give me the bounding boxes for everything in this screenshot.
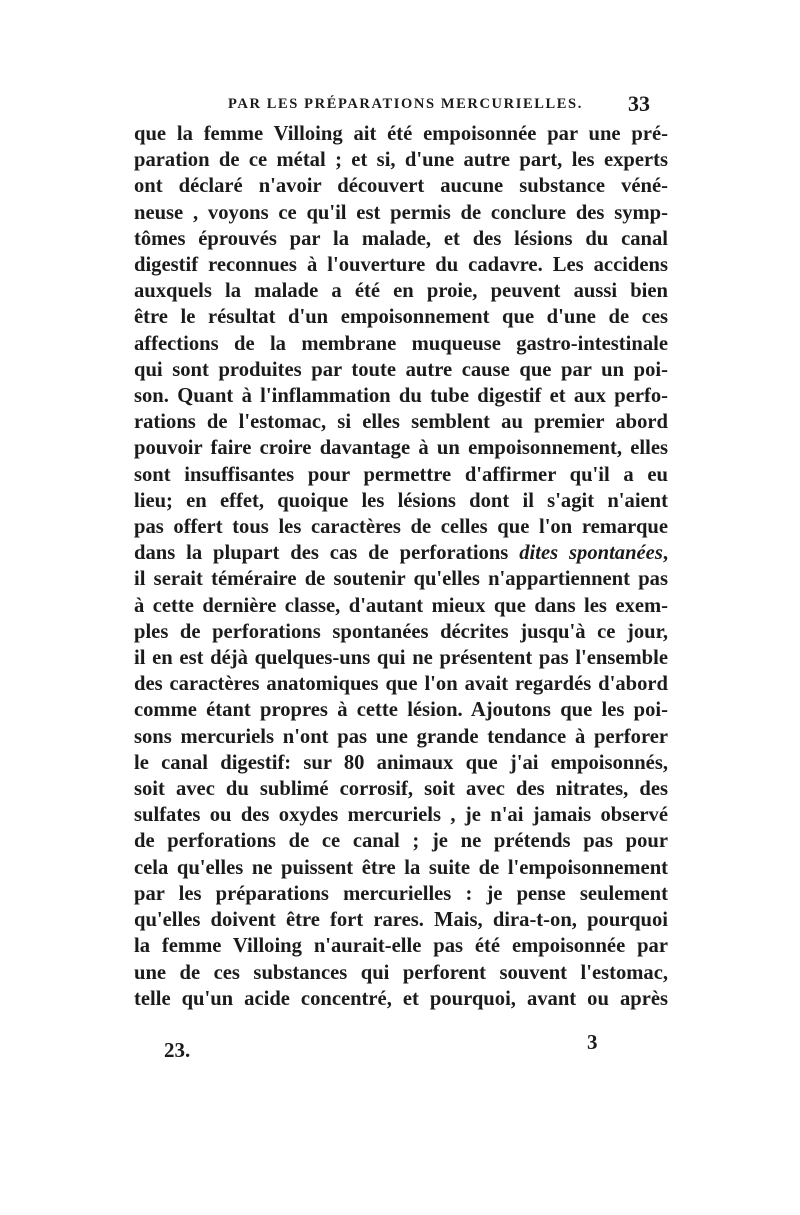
text-line-with-italic <box>134 540 668 566</box>
text-line: paration de ce métal ; et si, d'une autre part, les experts <box>134 149 668 172</box>
text-line: digestif reconnues à l'ouverture du cadavre. Les accidens <box>134 254 668 277</box>
text-line: rations de l'estomac, si elles semblent au premier abord <box>134 411 668 434</box>
text-line: il en est déjà quelques-uns qui ne présentent pas l'ensemble <box>134 647 668 670</box>
signature-mark: 23. <box>164 1038 191 1062</box>
gathering-number: 3 <box>587 1030 598 1054</box>
page-number: 33 <box>628 91 650 116</box>
text-line: des caractères anatomiques que l'on avait regardés d'abord <box>134 673 668 696</box>
text-line: que la femme Villoing ait été empoisonnée par une pré- <box>134 123 668 145</box>
text-line: auxquels la malade a été en proie, peuvent aussi bien <box>134 280 668 303</box>
text-line: de perforations de ce canal ; je ne prétends pas pour <box>134 830 668 853</box>
text-line: à cette dernière classe, d'autant mieux que dans les exem- <box>134 594 668 617</box>
text-line: qui sont produites par toute autre cause que par un poi- <box>134 358 668 381</box>
text-line: tômes éprouvés par la malade, et des lésions du canal <box>134 227 668 250</box>
italic-phrase: dites spontanées <box>519 542 663 565</box>
line-text: dans la plupart des cas de perforations <box>134 542 520 565</box>
text-line: une de ces substances qui perforent souvent l'estomac, <box>134 961 668 984</box>
running-title: PAR LES PRÉPARATIONS MERCURIELLES. <box>228 96 583 112</box>
text-line: sont insuffisantes pour permettre d'affirmer qu'il a eu <box>134 463 668 486</box>
text-line: comme étant propres à cette lésion. Ajoutons que les poi- <box>134 699 668 722</box>
text-line: le canal digestif: sur 80 animaux que j'ai empoisonnés, <box>134 751 668 774</box>
text-line: soit avec du sublimé corrosif, soit avec des nitrates, des <box>134 778 668 801</box>
italic-trailing-punct: , <box>662 542 668 565</box>
text-line: telle qu'un acide concentré, et pourquoi, avant ou après <box>134 987 668 1010</box>
text-line: lieu; en effet, quoique les lésions dont il s'agit n'aient <box>134 489 668 512</box>
text-line: pouvoir faire croire davantage à un empoisonnement, elles <box>134 437 668 460</box>
text-line: sons mercuriels n'ont pas une grande tendance à perforer <box>134 725 668 748</box>
text-line: par les préparations mercurielles : je pense seulement <box>134 882 668 905</box>
text-line: affections de la membrane muqueuse gastro-intestinale <box>134 332 668 355</box>
text-line: il serait téméraire de soutenir qu'elles n'appartiennent pas <box>134 568 668 591</box>
text-line: sulfates ou des oxydes mercuriels , je n'ai jamais observé <box>134 804 668 827</box>
text-line: neuse , voyons ce qu'il est permis de conclure des symp- <box>134 201 668 224</box>
text-line: ont déclaré n'avoir découvert aucune substance véné- <box>134 175 668 198</box>
text-line: pas offert tous les caractères de celles que l'on remarque <box>134 516 668 539</box>
text-line: son. Quant à l'inflammation du tube digestif et aux perfo- <box>134 385 668 408</box>
text-line: cela qu'elles ne puissent être la suite de l'empoisonnement <box>134 856 668 879</box>
text-line: être le résultat d'un empoisonnement que d'une de ces <box>134 306 668 329</box>
text-line: la femme Villoing n'aurait-elle pas été empoisonnée par <box>134 935 668 958</box>
text-line: ples de perforations spontanées décrites jusqu'à ce jour, <box>134 620 668 643</box>
text-line: qu'elles doivent être fort rares. Mais, dira-t-on, pourquoi <box>134 909 668 932</box>
body-text <box>134 121 668 1012</box>
